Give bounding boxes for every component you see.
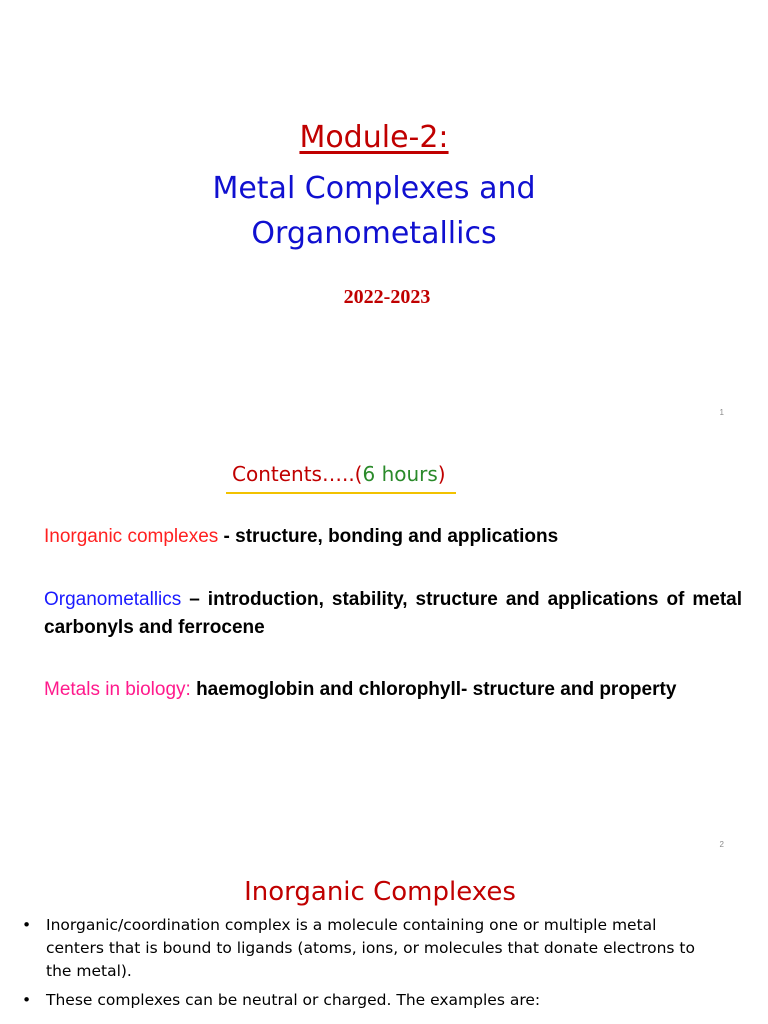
slide-number: 2 <box>719 840 724 849</box>
bullet-icon: • <box>22 991 32 1009</box>
contents-item-label: Metals in biology: <box>44 679 191 700</box>
main-title-line-1: Metal Complexes and <box>212 171 536 206</box>
contents-item-text: – introduction, stability, structure and applications of metal carbonyls and ferrocene <box>44 589 742 638</box>
contents-heading-prefix: Contents…..( <box>232 462 363 486</box>
contents-underline <box>226 492 456 494</box>
list-item <box>22 914 708 983</box>
bullet-icon: • <box>22 916 32 934</box>
contents-item-label: Inorganic complexes <box>44 526 219 547</box>
main-title-line-2: Organometallics <box>251 216 497 251</box>
contents-slide <box>0 432 768 864</box>
bullet-list <box>22 914 708 1018</box>
bullet-text: Inorganic/coordination complex is a molecule containing one or multiple metal centers that is bound to ligands (atoms, ions, or molecules that donate electrons to the metal). <box>46 916 695 980</box>
contents-hours: 6 hours <box>362 462 438 486</box>
contents-item-text: haemoglobin and chlorophyll- structure and property <box>190 679 677 700</box>
academic-year: 2022-2023 <box>343 286 431 308</box>
bullet-text: These complexes can be neutral or charged. The examples are: <box>46 991 541 1009</box>
main-title <box>0 166 748 256</box>
slide-title: Inorganic Complexes <box>244 877 516 907</box>
contents-item-organometallics <box>44 586 742 642</box>
contents-heading <box>232 460 446 488</box>
contents-item-label: Organometallics <box>44 589 182 610</box>
module-title: Module-2: <box>299 120 449 155</box>
slide-number: 1 <box>719 408 724 417</box>
list-item <box>22 989 708 1012</box>
contents-item-text: - structure, bonding and applications <box>218 526 559 547</box>
contents-heading-suffix: ) <box>437 462 446 486</box>
inorganic-complexes-slide <box>0 864 768 1024</box>
contents-item-biology <box>44 676 742 704</box>
title-slide <box>0 0 768 432</box>
contents-item-inorganic <box>44 523 742 551</box>
